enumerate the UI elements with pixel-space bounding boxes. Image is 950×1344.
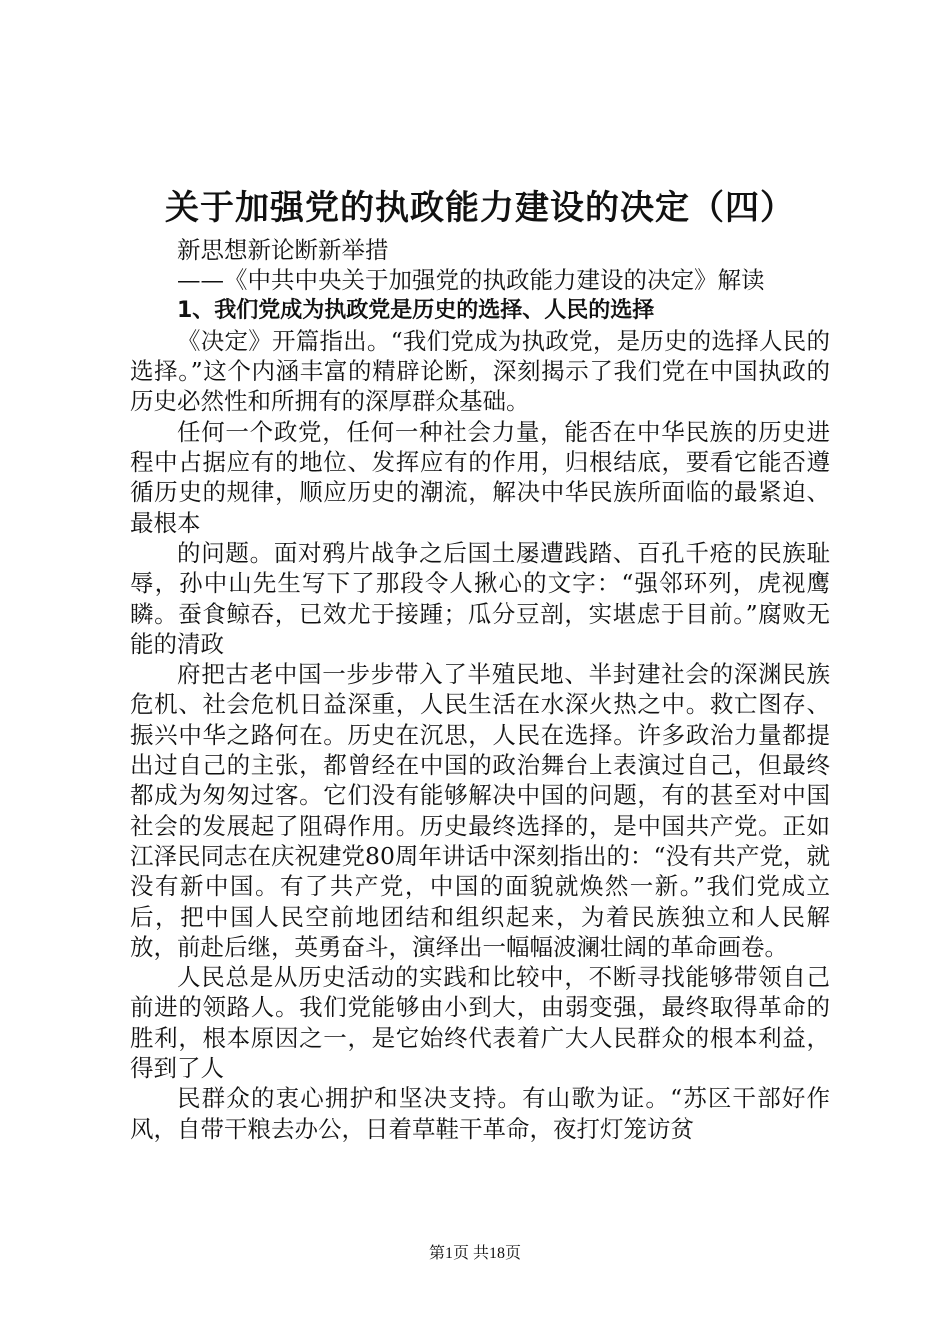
paragraph: 府把古老中国一步步带入了半殖民地、半封建社会的深渊民族危机、社会危机日益深重，人民生活在水深火热之中。救亡图存、振兴中华之路何在。历史在沉思，人民在选择。许多政治力量都提出过自己的主张，都曾经在中国的政治舞台上表演过自己，但最终都成为匆匆过客。它们没有能够解决中国的问题，有的甚至对中国社会的发展起了阻碍作用。历史最终选择的，是中国共产党。正如江泽民同志在庆祝建党80周年讲话中深刻指出的：“没有共产党，就没有新中国。有了共产党，中国的面貌就焕然一新。”我们党成立后，把中国人民空前地团结和组织起来，为着民族独立和人民解放，前赴后继，英勇奋斗，演绎出一幅幅波澜壮阔的革命画卷。 (130, 660, 830, 961)
paragraph: 民群众的衷心拥护和坚决支持。有山歌为证。“苏区干部好作风，自带干粮去办公，日着草鞋干革命，夜打灯笼访贫 (130, 1084, 830, 1143)
paragraph: 人民总是从历史活动的实践和比较中，不断寻找能够带领自己前进的领路人。我们党能够由小到大，由弱变强，最终取得革命的胜利，根本原因之一，是它始终代表着广大人民群众的根本利益，得到了人 (130, 963, 830, 1083)
document-body (130, 235, 830, 1144)
paragraph: 的问题。面对鸦片战争之后国土屡遭践踏、百孔千疮的民族耻辱，孙中山先生写下了那段令人揪心的文字：“强邻环列，虎视鹰瞵。蚕食鲸吞，已效尤于接踵；瓜分豆剖，实堪虑于目前。”腐败无能的清政 (130, 538, 830, 658)
subtitle-line-2: ——《中共中央关于加强党的执政能力建设的决定》解读 (177, 266, 765, 295)
paragraph: 任何一个政党，任何一种社会力量，能否在中华民族的历史进程中占据应有的地位、发挥应有的作用，归根结底，要看它能否遵循历史的规律，顺应历史的潮流，解决中华民族所面临的最紧迫、最根本 (130, 417, 830, 537)
subtitle-line-1: 新思想新论断新举措 (177, 236, 389, 264)
paragraph: 《决定》开篇指出。“我们党成为执政党，是历史的选择人民的选择。”这个内涵丰富的精辟论断，深刻揭示了我们党在中国执政的历史必然性和所拥有的深厚群众基础。 (130, 326, 830, 416)
section-heading: 1、我们党成为执政党是历史的选择、人民的选择 (177, 297, 655, 323)
page-footer: 第1页 共18页 (428, 1245, 521, 1262)
document-title: 关于加强党的执政能力建设的决定（四） (165, 188, 795, 228)
